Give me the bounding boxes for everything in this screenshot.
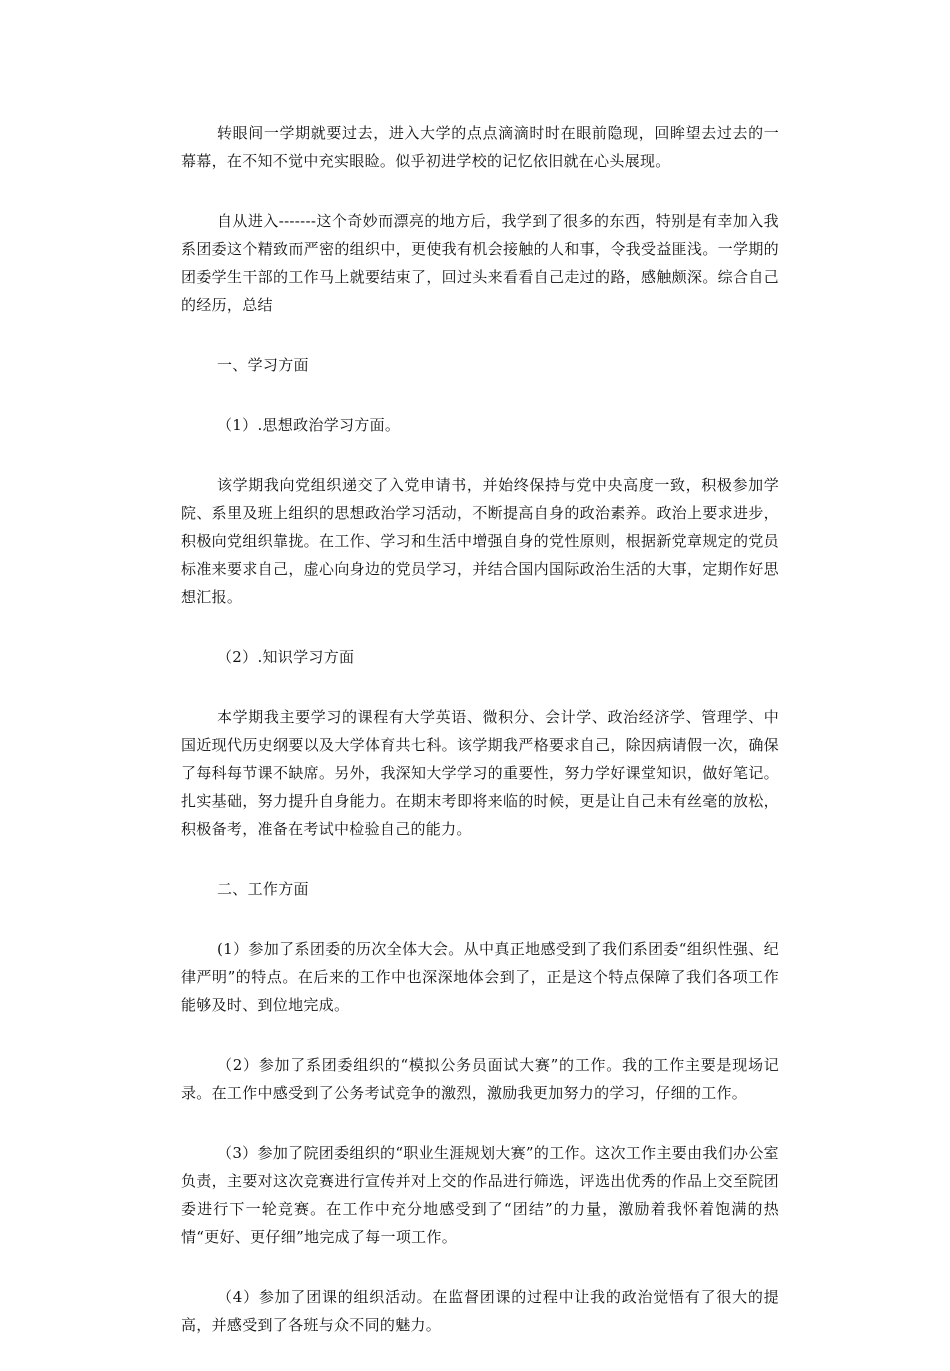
- document-body: [181, 119, 779, 1371]
- work-item-2-paragraph: （2）参加了系团委组织的“模拟公务员面试大赛”的工作。我的工作主要是现场记录。在工作中感受到了公务考试竞争的激烈，激励我更加努力的学习，仔细的工作。: [181, 1056, 779, 1102]
- work-item-3-paragraph: （3）参加了院团委组织的“职业生涯规划大赛”的工作。这次工作主要由我们办公室负责，主要对这次竞赛进行宣传并对上交的作品进行筛选，评选出优秀的作品上交至院团委进行下一轮竞赛。在工作中充分地感受到了“团结”的力量，激励着我怀着饱满的热情“更好、更仔细”地完成了每一项工作。: [181, 1144, 779, 1246]
- intro-paragraph: 转眼间一学期就要过去，进入大学的点点滴滴时时在眼前隐现，回眸望去过去的一幕幕，在不知不觉中充实眼睑。似乎初进学校的记忆依旧就在心头展现。: [181, 124, 779, 170]
- background-paragraph: 自从进入-------这个奇妙而漂亮的地方后，我学到了很多的东西，特别是有幸加入我系团委这个精致而严密的组织中，更使我有机会接触的人和事，令我受益匪浅。一学期的团委学生干部的工作马上就要结束了，回过头来看看自己走过的路，感触颇深。综合自己的经历，总结: [181, 212, 779, 314]
- section-heading-work: 二、工作方面: [217, 880, 309, 898]
- knowledge-study-paragraph: 本学期我主要学习的课程有大学英语、微积分、会计学、政治经济学、管理学、中国近现代历史纲要以及大学体育共七科。该学期我严格要求自己，除因病请假一次，确保了每科每节课不缺席。另外，我深知大学学习的重要性，努力学好课堂知识，做好笔记。扎实基础，努力提升自身能力。在期末考即将来临的时候，更是让自己未有丝毫的放松，积极备考，准备在考试中检验自己的能力。: [181, 708, 779, 838]
- political-study-paragraph: 该学期我向党组织递交了入党申请书，并始终保持与党中央高度一致，积极参加学院、系里及班上组织的思想政治学习活动，不断提高自身的政治素养。政治上要求进步，积极向党组织靠拢。在工作、学习和生活中增强自身的党性原则，根据新党章规定的党员标准来要求自己，虚心向身边的党员学习，并结合国内国际政治生活的大事，定期作好思想汇报。: [181, 476, 779, 606]
- work-item-1-paragraph: (1）参加了系团委的历次全体大会。从中真正地感受到了我们系团委“组织性强、纪律严明”的特点。在后来的工作中也深深地体会到了，正是这个特点保障了我们各项工作能够及时、到位地完成。: [181, 940, 779, 1014]
- subheading-political-study: （1）.思想政治学习方面。: [217, 416, 401, 434]
- work-item-4-paragraph: （4）参加了团课的组织活动。在监督团课的过程中让我的政治觉悟有了很大的提高，并感受到了各班与众不同的魅力。: [181, 1288, 779, 1334]
- subheading-knowledge-study: （2）.知识学习方面: [217, 648, 355, 666]
- section-heading-study: 一、学习方面: [217, 356, 309, 374]
